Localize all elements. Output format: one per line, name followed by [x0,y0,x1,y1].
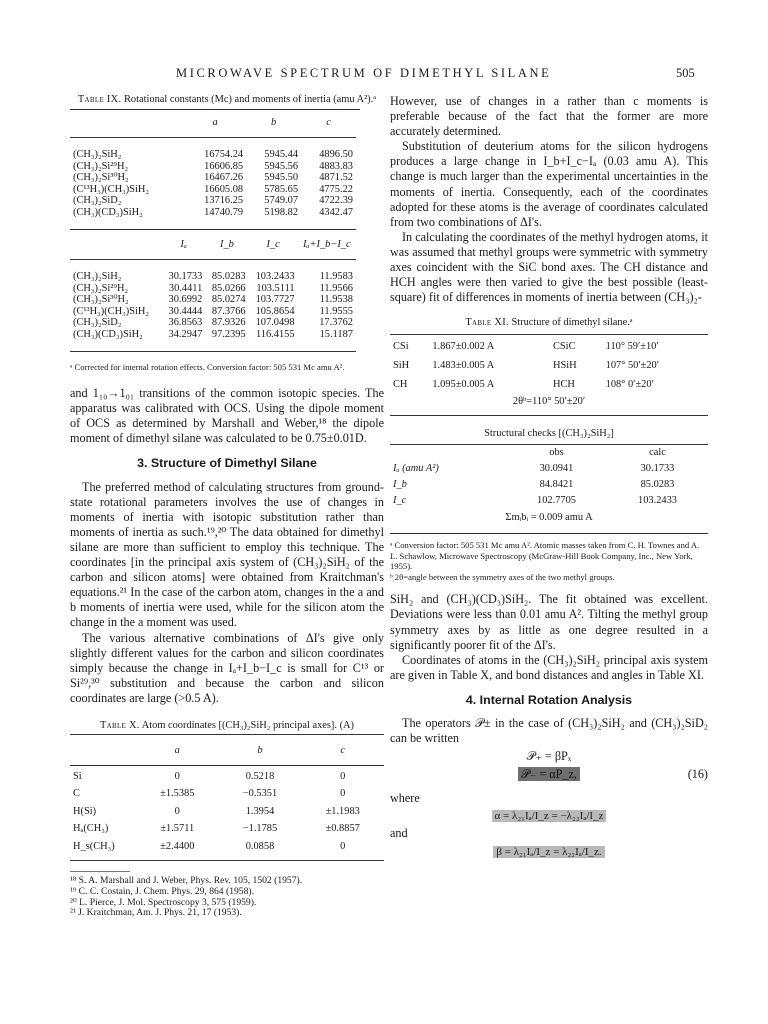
table-row: (CH₃)₂SiH₂ 16754.24 5945.44 4896.50 [73,149,353,160]
table-header-row [390,445,708,461]
table-rule [70,860,384,861]
paragraph: SiH₂ and (CH₃)(CD₃)SiH₂. The fit obtained was excellent. Deviations were less than 0.01 amu A². Tilting the methyl group symmetry axes by as little as one degree resulted in a significantly poorer fit of the ΔI's. [390,592,708,652]
beta-equation [390,844,708,860]
table-row: (CH₃)₂Si²⁹H₂ 30.4411 85.0266 103.5111 11.9566 [73,282,353,294]
table-x-label: Table X. [99,719,140,731]
table-xi-caption [390,317,708,330]
table-xi-structure [390,337,708,409]
table-row: (CH₃)(CD₃)SiH₂ 14740.79 5198.82 4342.47 [73,206,353,218]
table-rule [390,334,708,335]
reference-footnotes [70,876,384,919]
table-xi-caption-text: Structure of dimethyl silane.ᵃ [511,317,633,329]
equation-line: 𝒫₊ = βPₓ [526,749,572,764]
table-row: I_b 84.8421 85.0283 [393,479,675,491]
table-rule [390,415,708,416]
table-ix-label: Table IX. [77,94,122,105]
reference-footnote: ¹⁸ S. A. Marshall and J. Weber, Phys. Rev. 105, 1502 (1957). [70,874,303,886]
table-ix-moments [70,236,356,358]
page-number: 505 [676,66,695,80]
column-header: I_b [220,238,234,250]
table-row: H_s(CH₃) ±2.4400 0.0858 0 [73,840,346,852]
table-rule [70,734,384,735]
paragraph: and 1₁₀→1₀₁ transitions of the common isotopic species. The apparatus was calibrated with OCS. Using the dipole moment of OCS as determined by Marshall and Weber,¹⁸ the dipole moment of dimethyl silane was calculated to be 0.75±0.01D. [70,386,384,446]
table-row: Hₐ(CH₃) ±1.5711 −1.1785 ±0.8857 [73,823,360,835]
paragraph: Coordinates of atoms in the (CH₃)₂SiH₂ principal axis system are given in Table X, and bond distances and angles in Table XI. [390,652,708,682]
paragraph: The various alternative combinations of ΔI's give only slightly different values for the carbon and silicon coordinates simply because the change in Iₐ+I_b−I_c is small for C¹³ or Si²⁹,³⁰ substitution and because the carbon and silicon coordinates are large (>0.5 A). [70,630,384,705]
column-header: c [326,116,331,128]
column-header: obs [549,447,564,459]
and-label: and [390,826,408,841]
table-rule [70,765,384,766]
table-x-caption-text: Atom coordinates [(CH₃)₂SiH₂ principal axes]. (A) [141,719,355,731]
reference-footnote: ²¹ J. Kraitchman, Am. J. Phys. 21, 17 (1953). [70,907,242,919]
paragraph: However, use of changes in a rather than c moments is preferable because of the fact that the former are more accurately determined. [390,94,708,139]
table-row: Si 0 0.5218 0 [73,770,346,782]
table-header-row [70,737,384,763]
column-header: c [340,744,346,756]
table-row: CSi 1.867±0.002 A CSiC 110° 59′±10′ [393,340,659,352]
table-row: (CH₃)₂Si³⁰H₂ 30.6992 85.0274 103.7727 11.9538 [73,294,353,305]
table-ix-footnote: ᵃ Corrected for internal rotation effects. Conversion factor: 505 531 Mc amu A². [70,361,345,372]
table-rule [70,137,356,138]
column-header: Iₐ [180,238,187,250]
paragraph: In calculating the coordinates of the methyl hydrogen atoms, it was assumed that methyl groups were symmetric with symmetry axes coincident with the SiC bond axes. The CH distance and HCH angles were then varied to give the best possible (least-square) fit of differences in moments of inertia between (CH₃)₂- [390,229,708,305]
table-row: (C¹³H₃)(CH₃)SiH₂ 16605.08 5785.65 4775.22 [73,183,353,195]
paragraph: The operators 𝒫± in the case of (CH₃)₂SiH₂ and (CH₃)₂SiD₂ can be written [390,716,708,746]
column-header: b [257,744,263,756]
structural-checks-table [390,445,708,527]
table-xi-footnote-b: ᵇ 2θ=angle between the symmetry axes of the two methyl groups. [390,571,615,582]
column-header: a [212,116,218,128]
section-heading: 3. Structure of Dimethyl Silane [137,456,317,471]
running-title: MICROWAVE SPECTRUM OF DIMETHYL SILANE [176,66,552,80]
table-row: (CH₃)₂SiD₂ 13716.25 5749.07 4722.39 [73,195,353,206]
table-header-row [70,114,356,132]
table-x [70,720,384,861]
structural-checks-title: Structural checks [(CH₃)₂SiH₂] [484,427,614,439]
table-row: (CH₃)₂Si²⁹H₂ 16606.85 5945.56 4883.83 [73,160,353,172]
alpha-equation-text: α = λ₂₁Iₐ/I_z = −λ₂₂Iₐ/I_z [492,810,607,822]
where-label: where [390,791,420,806]
right-column [390,94,708,860]
table-x-coordinates [70,737,384,861]
table-row: (CH₃)₂SiD₂ 36.8563 87.9326 107.0498 17.3762 [73,317,353,328]
table-ix-rotational-constants [70,114,356,236]
table-xi [390,317,708,582]
table-xi-footnote-a: ᵃ Conversion factor: 505 531 Mc amu A². Atomic masses taken from C. H. Townes and A. L. Schawlow, Microwave Spectroscopy (McGraw-Hill Book Company, Inc., New York, 1955). [390,540,700,572]
reference-footnote: ¹⁹ C. C. Costain, J. Chem. Phys. 29, 864 (1958). [70,885,254,897]
table-row: 2θᵇ=110° 50′±20′ [512,395,586,407]
table-xi-label: Table XI. [465,317,509,329]
table-rule [70,351,356,352]
table-row: Iₐ (amu A²) 30.0941 30.1733 [393,463,675,475]
table-rule [70,229,356,230]
table-row: (CH₃)₂SiH₂ 30.1733 85.0283 103.2433 11.9583 [73,271,353,282]
table-row: I_c 102.7705 103.2433 [393,495,677,507]
section-heading: 4. Internal Rotation Analysis [465,692,633,707]
table-rule [390,533,708,534]
paragraph: Substitution of deuterium atoms for the silicon hydrogens produces a large change in I_b+I_c−Iₐ (0.03 amu A). This change is much larger than the experimental uncertainties in the moments of inertia. Consequently, each of the coordinates adopted for these atoms is the average of coordinates calculated from two combinations of ΔI's. [390,139,708,229]
equation-highlighted: 𝒫₋ = αP_z, [518,767,580,781]
equation-16 [390,749,708,789]
table-x-caption [70,720,384,733]
column-header: a [174,744,180,756]
table-row: C ±1.5385 −0.5351 0 [73,788,346,800]
table-row: H(Si) 0 1.3954 ±1.1983 [73,805,360,817]
column-header: Iₐ+I_b−I_c [302,238,351,250]
beta-equation-text: β = λ₂₁Iₐ/I_z = λ₂₂Iₐ/I_z. [493,846,604,858]
table-row: Σmᵢbᵢ = 0.009 amu A [505,512,593,524]
table-row: CH 1.095±0.005 A HCH 108° 0′±20′ [393,378,654,390]
paragraph: The preferred method of calculating structures from ground-state rotational parameters involves the use of changes in moments of inertia with isotopic substitution rather than moments of inertia as such.¹⁹,²⁰ The data obtained for dimethyl silane are more than sufficient to employ this technique. The coordinates [in the principal axis system of (CH₃)₂SiH₂ of the carbon and silicon atoms] were obtained from Kraitchman's equations.²¹ In the case of the carbon atom, changes in the a and b moments of inertia were used, while for the silicon atom the change in the a moment was used. [70,479,384,630]
left-column [70,94,384,919]
column-header: I_c [266,238,280,250]
table-header-row [70,236,356,254]
alpha-equation [390,808,708,824]
table-rule [70,259,356,260]
table-row: (CH₃)₂Si³⁰H₂ 16467.26 5945.50 4871.52 [73,172,353,183]
table-ix-caption-text: Rotational constants (Mc) and moments of inertia (amu A²).ᵃ [123,94,377,105]
table-row: (CH₃)(CD₃)SiH₂ 34.2947 97.2395 116.4155 15.1187 [73,328,353,340]
table-row: SiH 1.483±0.005 A HSiH 107° 50′±20′ [393,359,660,371]
column-header: calc [649,447,666,459]
running-header [0,66,768,86]
column-header: b [270,116,277,128]
equation-number: (16) [687,767,708,782]
reference-footnote: ²⁰ L. Pierce, J. Mol. Spectroscopy 3, 575 (1959). [70,896,257,908]
table-row: (C¹³H₃)(CH₃)SiH₂ 30.4444 87.3766 105.8654 11.9555 [73,305,353,317]
table-rule [70,109,360,110]
footnote-separator [70,871,130,872]
equation-line [390,767,708,782]
table-ix [70,94,384,372]
table-ix-caption [70,94,384,107]
